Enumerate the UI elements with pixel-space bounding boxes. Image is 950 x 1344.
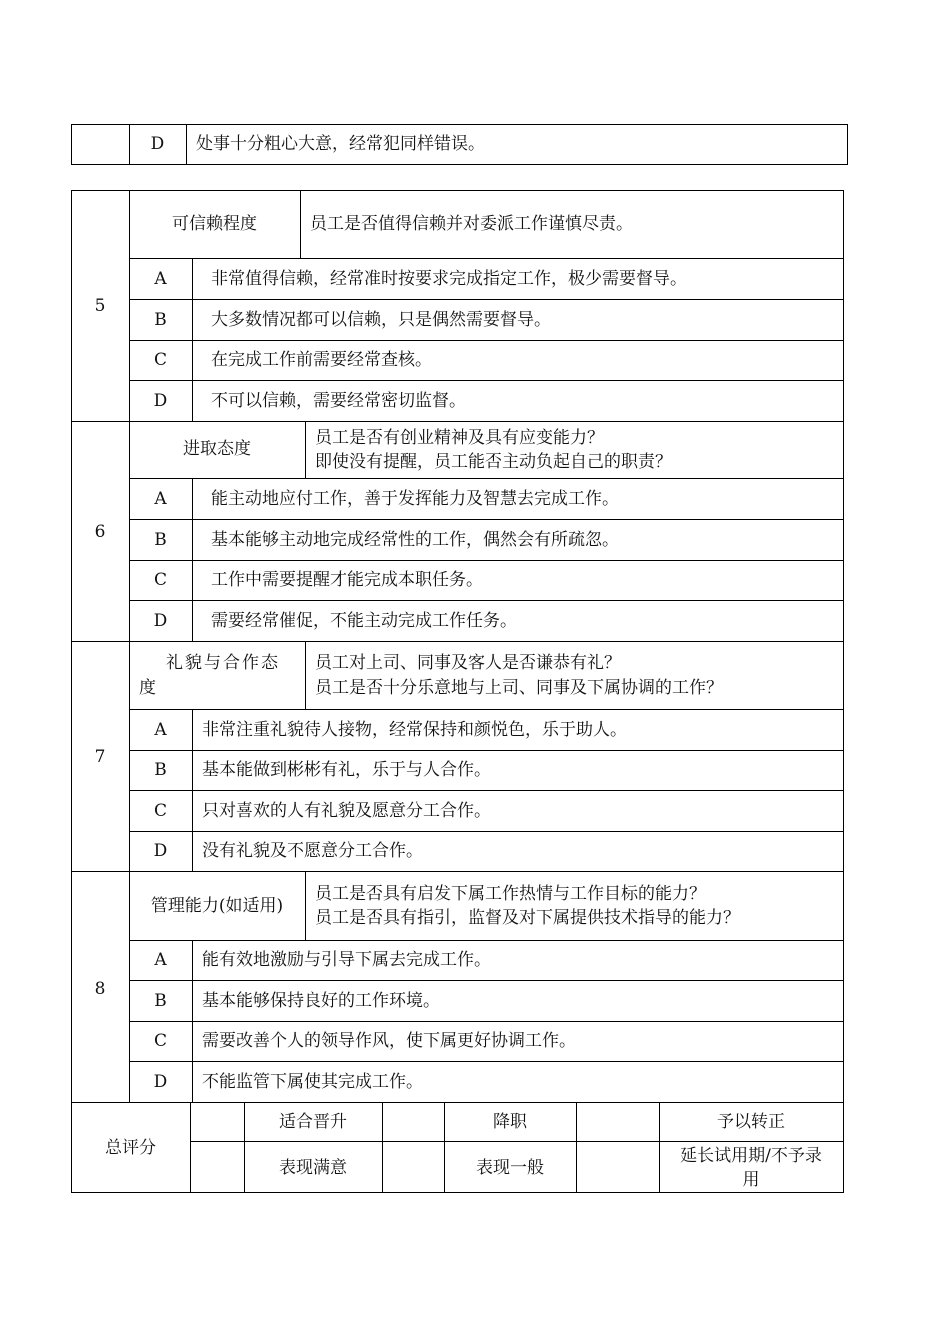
item-question: 员工是否有创业精神及具有应变能力？: [315, 428, 604, 448]
item-title: 进取态度: [183, 439, 251, 459]
item-question: 员工对上司、同事及客人是否谦恭有礼？: [315, 653, 621, 673]
item-question: 员工是否具有启发下属工作热情与工作目标的能力？: [315, 884, 706, 904]
grade-label: A: [154, 489, 167, 509]
grade-label: A: [154, 950, 167, 970]
option-text: 能主动地应付工作，善于发挥能力及智慧去完成工作。: [211, 489, 619, 509]
option-text: 只对喜欢的人有礼貌及愿意分工合作。: [202, 801, 491, 821]
grade-label: C: [153, 350, 167, 370]
option-text: 没有礼貌及不愿意分工合作。: [202, 841, 423, 861]
option-text: 不可以信赖，需要经常密切监督。: [211, 391, 466, 411]
option-satisfactory: 表现满意: [279, 1158, 347, 1178]
option-text: 大多数情况都可以信赖，只是偶然需要督导。: [211, 310, 551, 330]
option-text: 在完成工作前需要经常查核。: [211, 350, 432, 370]
option-extend-probation-cont: 用: [742, 1170, 760, 1190]
option-demotion: 降职: [493, 1112, 527, 1132]
section-number: 8: [94, 979, 106, 999]
item-title: 礼貌与合作态: [166, 653, 280, 673]
grade-label: B: [154, 530, 167, 550]
item-question: 员工是否十分乐意地与上司、同事及下属协调的工作？: [315, 678, 723, 698]
section-number: 5: [94, 296, 106, 316]
item-title: 管理能力(如适用): [150, 896, 284, 916]
item-question: 即使没有提醒，员工能否主动负起自己的职责？: [315, 452, 672, 472]
grade-label: C: [153, 570, 167, 590]
option-average: 表现一般: [476, 1158, 544, 1178]
grade-label: B: [154, 760, 167, 780]
option-text: 需要经常催促，不能主动完成工作任务。: [211, 611, 517, 631]
option-text: 基本能够保持良好的工作环境。: [202, 991, 440, 1011]
option-text: 能有效地激励与引导下属去完成工作。: [202, 950, 491, 970]
grade-label: D: [150, 134, 165, 154]
grade-label: D: [153, 391, 168, 411]
option-extend-probation: 延长试用期/不予录: [680, 1146, 822, 1166]
item-title: 可信赖程度: [172, 214, 257, 234]
grade-label: D: [153, 611, 168, 631]
option-text: 处事十分粗心大意，经常犯同样错误。: [196, 134, 485, 154]
section-number: 6: [94, 522, 106, 542]
option-confirm: 予以转正: [717, 1112, 785, 1132]
summary-label: 总评分: [105, 1138, 156, 1158]
option-text: 工作中需要提醒才能完成本职任务。: [211, 570, 483, 590]
section-number: 7: [94, 747, 106, 767]
grade-label: D: [153, 1072, 168, 1092]
item-question: 员工是否具有指引，监督及对下属提供技术指导的能力？: [315, 908, 740, 928]
item-title: 度: [139, 678, 156, 698]
option-text: 非常值得信赖，经常准时按要求完成指定工作，极少需要督导。: [211, 269, 687, 289]
option-text: 需要改善个人的领导作风，使下属更好协调工作。: [202, 1031, 576, 1051]
grade-label: B: [154, 991, 167, 1011]
option-text: 非常注重礼貌待人接物，经常保持和颜悦色，乐于助人。: [202, 720, 627, 740]
item-question: 员工是否值得信赖并对委派工作谨慎尽责。: [310, 214, 633, 234]
grade-label: C: [153, 801, 167, 821]
option-text: 基本能做到彬彬有礼，乐于与人合作。: [202, 760, 491, 780]
option-promotion: 适合晋升: [279, 1112, 347, 1132]
grade-label: A: [154, 269, 167, 289]
grade-label: C: [153, 1031, 167, 1051]
grade-label: A: [154, 720, 167, 740]
option-text: 不能监管下属使其完成工作。: [202, 1072, 423, 1092]
grade-label: B: [154, 310, 167, 330]
option-text: 基本能够主动地完成经常性的工作，偶然会有所疏忽。: [211, 530, 619, 550]
grade-label: D: [153, 841, 168, 861]
